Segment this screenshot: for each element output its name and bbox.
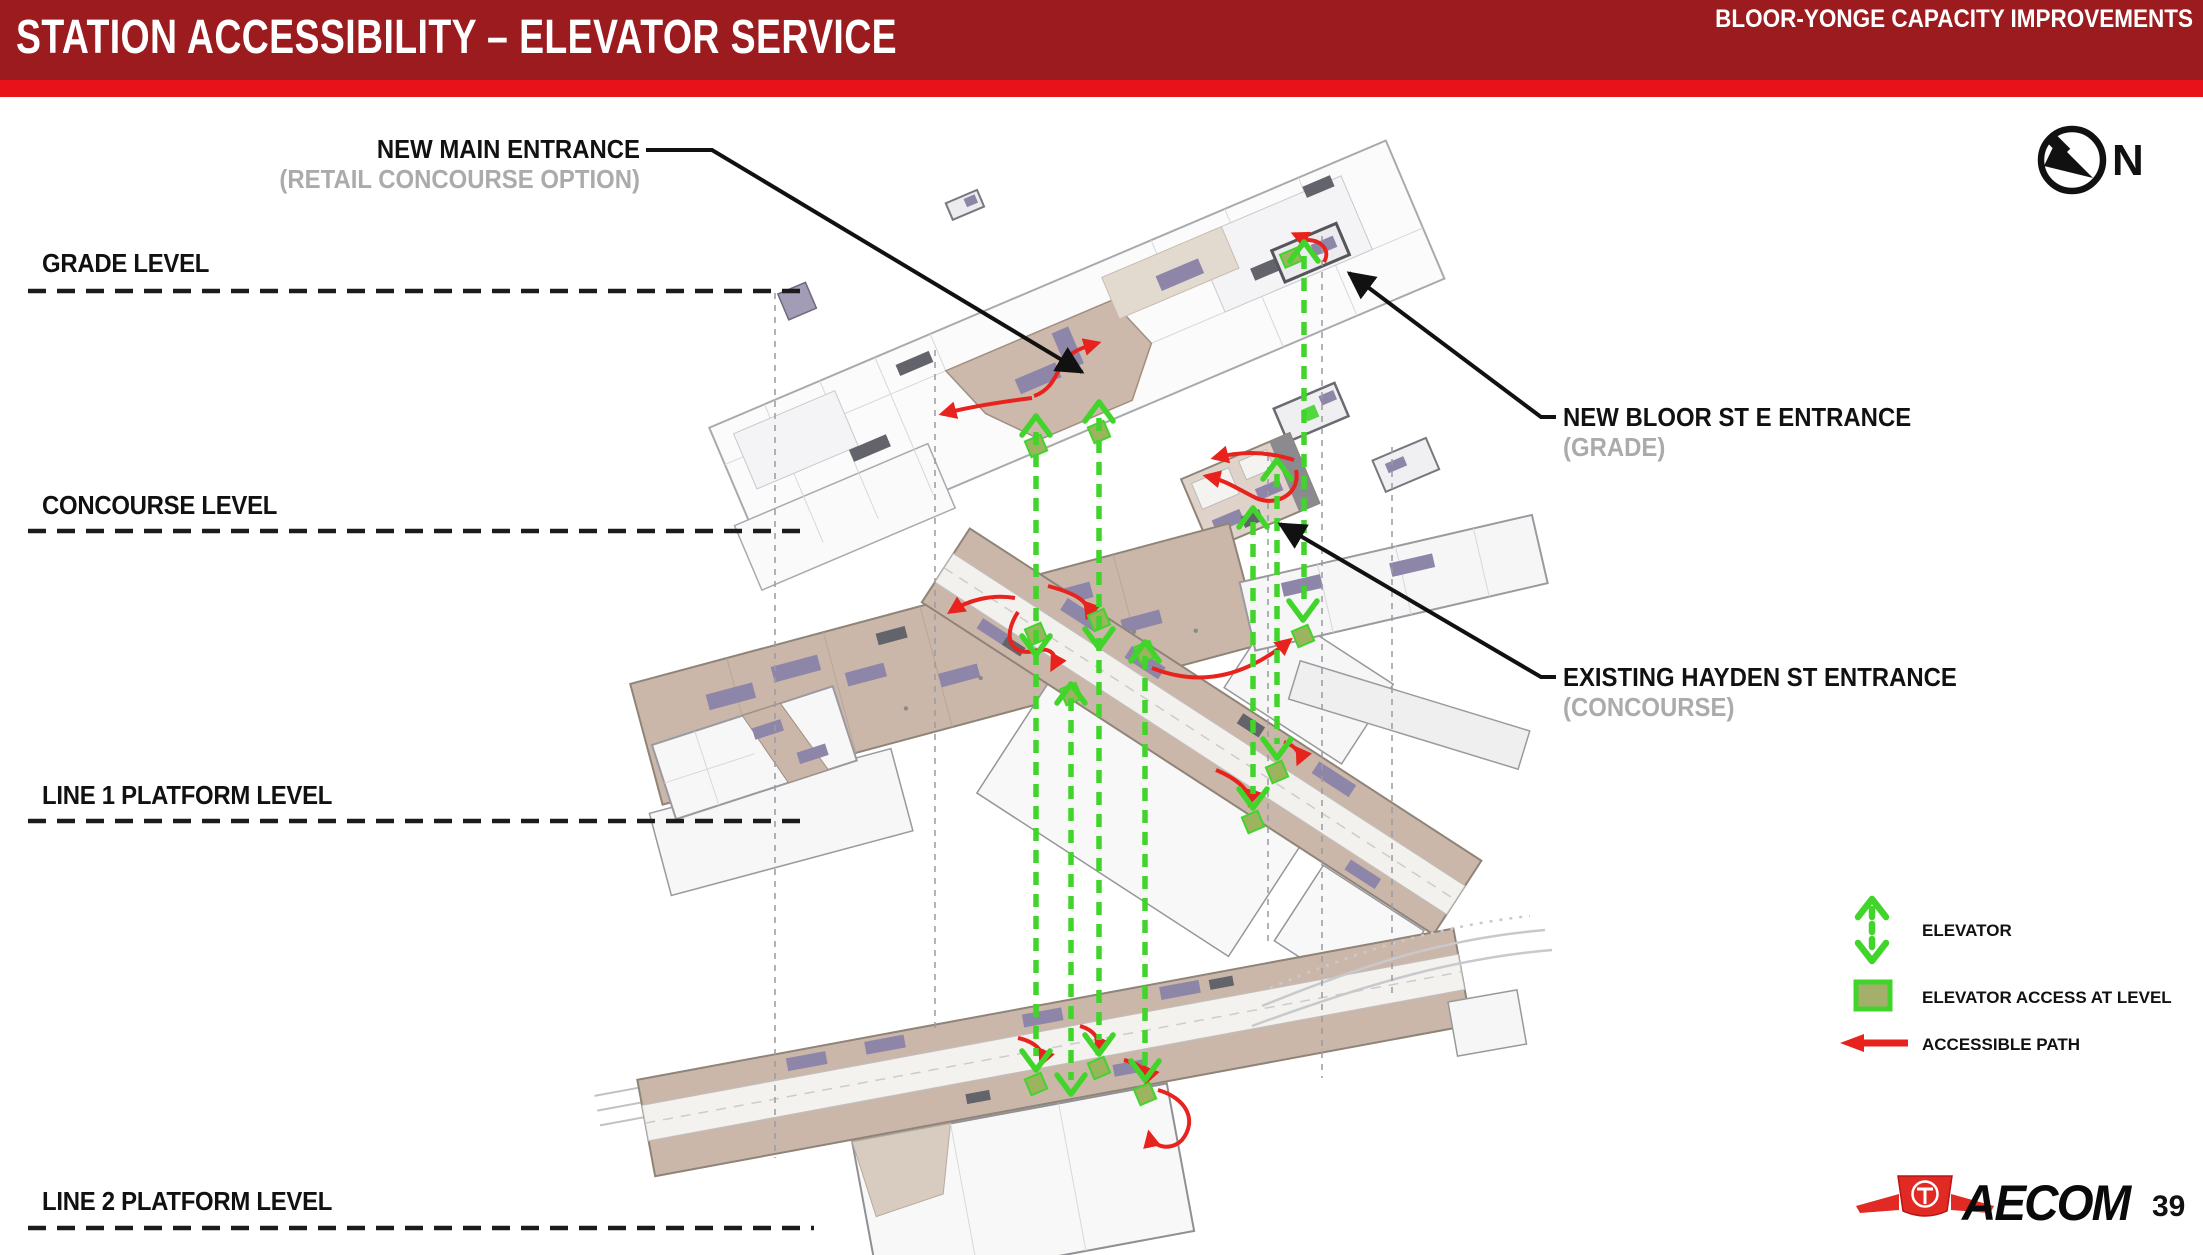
callout-bloor-entrance-subtitle: (GRADE) <box>1563 432 1666 462</box>
aecom-logo: AECOM <box>1962 1175 2130 1231</box>
plan-fragment <box>778 282 817 319</box>
level-label-line2: LINE 2 PLATFORM LEVEL <box>42 1186 333 1216</box>
plan-fragment <box>1274 383 1349 442</box>
callout-bloor-entrance: NEW BLOOR ST E ENTRANCE <box>1563 402 1912 432</box>
elevator-arrow-icon <box>1858 899 1886 961</box>
page-title: STATION ACCESSIBILITY – ELEVATOR SERVICE <box>16 11 898 64</box>
callout-new-main-entrance: NEW MAIN ENTRANCE <box>376 134 640 164</box>
project-name: BLOOR-YONGE CAPACITY IMPROVEMENTS <box>1715 5 2193 33</box>
plan-fragment <box>1372 438 1439 492</box>
accessible-path-arrow-icon <box>1840 1034 1908 1052</box>
callout-new-main-entrance-subtitle: (RETAIL CONCOURSE OPTION) <box>279 164 640 194</box>
north-compass-icon <box>2041 129 2103 191</box>
legend-label-accessible-path: ACCESSIBLE PATH <box>1922 1035 2081 1054</box>
plan-fragment <box>946 190 984 220</box>
level-label-grade: GRADE LEVEL <box>42 248 210 278</box>
header-accent-stripe <box>0 80 2203 97</box>
level-label-line1: LINE 1 PLATFORM LEVEL <box>42 780 333 810</box>
level-label-concourse: CONCOURSE LEVEL <box>42 490 278 520</box>
callout-hayden-entrance: EXISTING HAYDEN ST ENTRANCE <box>1563 662 1957 692</box>
line1-northeast-arm <box>1240 515 1548 651</box>
legend-label-elevator-access: ELEVATOR ACCESS AT LEVEL <box>1922 988 2172 1007</box>
callout-hayden-entrance-subtitle: (CONCOURSE) <box>1563 692 1735 722</box>
line2-platform-plan <box>593 929 1499 1255</box>
elevator-access-square-icon <box>1856 982 1890 1009</box>
plan-fragment <box>1448 990 1526 1056</box>
page-number: 39 <box>2152 1190 2186 1223</box>
north-label: N <box>2112 136 2144 185</box>
legend-label-elevator: ELEVATOR <box>1922 921 2012 940</box>
